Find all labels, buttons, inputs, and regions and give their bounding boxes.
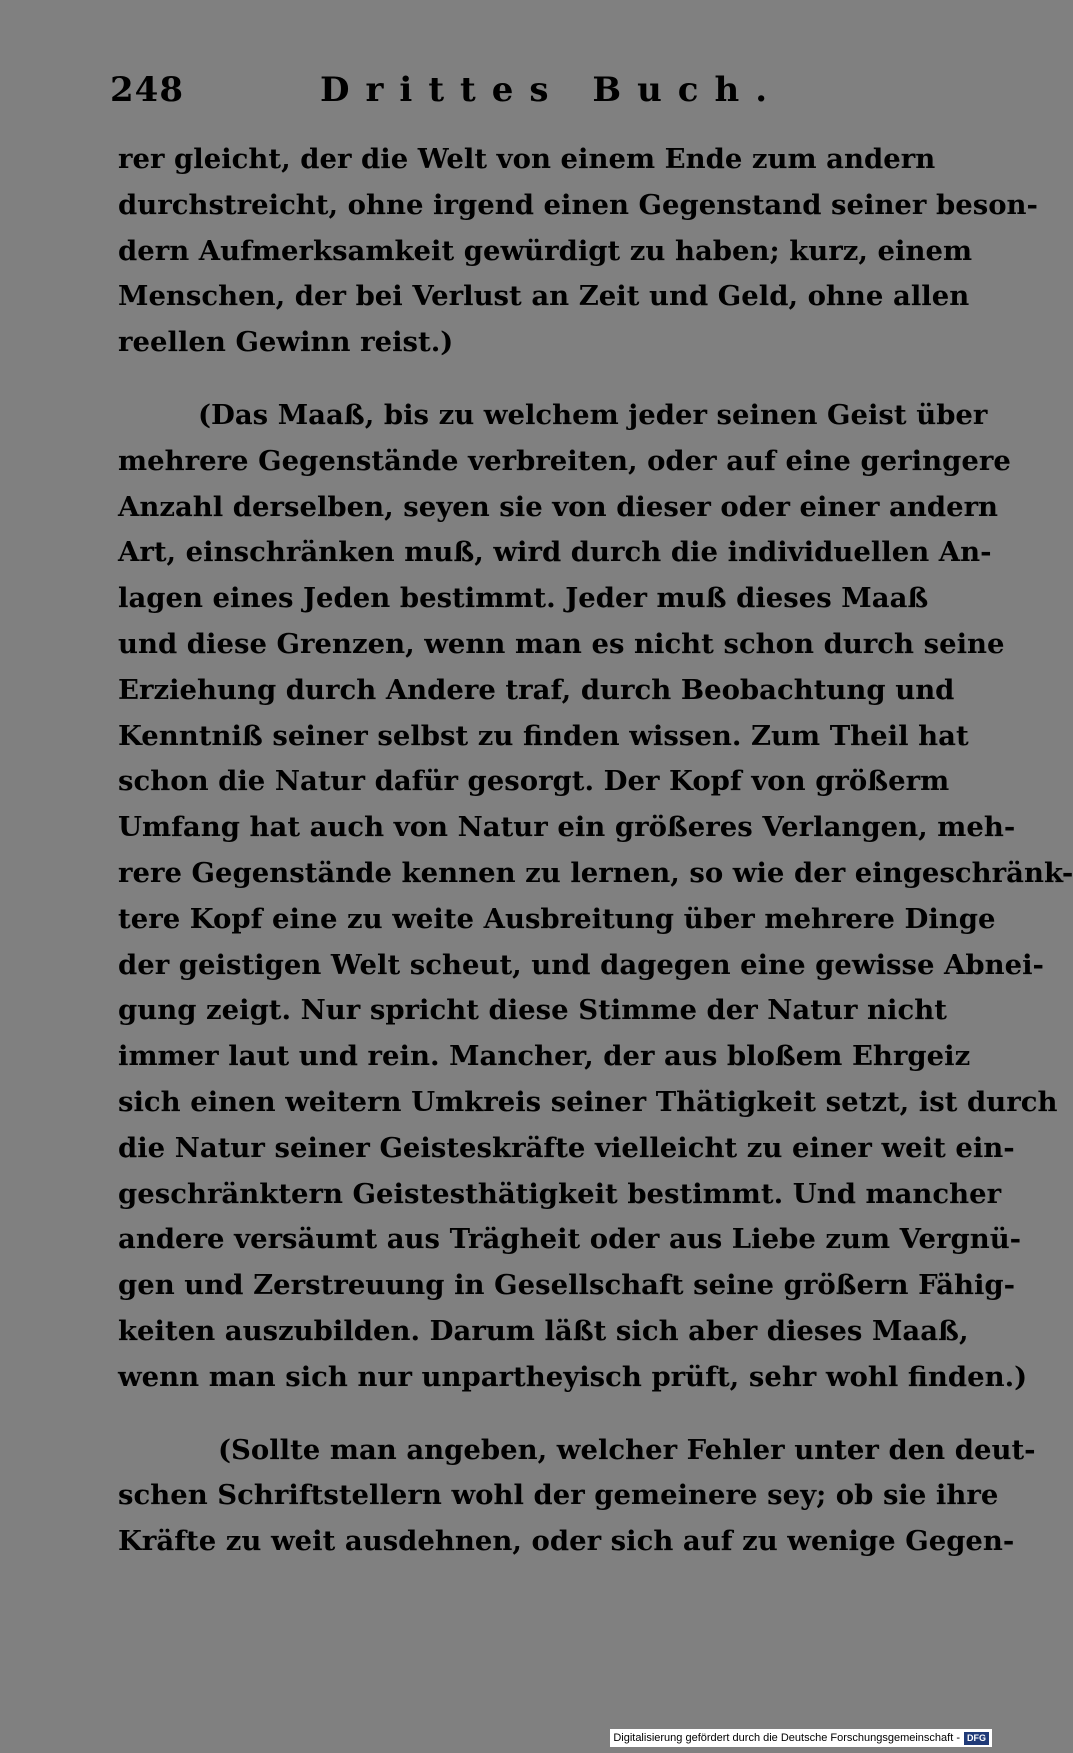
text-line: reellen Gewinn reist.): [118, 326, 454, 359]
text-line: und diese Grenzen, wenn man es nicht schon durch seine: [118, 627, 1005, 660]
credit-text: Digitalisierung gefördert durch die Deutsche Forschungsgemeinschaft -: [613, 1732, 960, 1744]
text-line: durchstreicht, ohne irgend einen Gegenstand seiner beson-: [118, 188, 1038, 221]
paragraph-2: [118, 393, 1073, 1401]
page-header: [110, 70, 890, 120]
text-line: keiten auszubilden. Darum läßt sich aber dieses Maaß,: [118, 1314, 969, 1347]
text-line: (Das Maaß, bis zu welchem jeder seinen Geist über: [198, 398, 988, 431]
text-line: die Natur seiner Geisteskräfte vielleicht zu einer weit ein-: [118, 1131, 1015, 1164]
text-line: gen und Zerstreuung in Gesellschaft seine größern Fähig-: [118, 1269, 1016, 1302]
text-line: dern Aufmerksamkeit gewürdigt zu haben; kurz, einem: [118, 234, 973, 267]
text-line: Erziehung durch Andere traf, durch Beobachtung und: [118, 673, 955, 706]
text-line: Anzahl derselben, seyen sie von dieser oder einer andern: [118, 490, 999, 523]
text-line: Art, einschränken muß, wird durch die individuellen An-: [118, 536, 992, 569]
digitization-credit: [610, 1729, 992, 1747]
text-line: Kräfte zu weit ausdehnen, oder sich auf zu wenige Gegen-: [118, 1525, 1015, 1558]
page-number: 248: [110, 70, 184, 110]
text-line: sich einen weitern Umkreis seiner Thätigkeit setzt, ist durch: [118, 1085, 1058, 1118]
text-line: tere Kopf eine zu weite Ausbreitung über mehrere Dinge: [118, 902, 996, 935]
text-line: (Sollte man angeben, welcher Fehler unter den deut-: [218, 1433, 1036, 1466]
text-line: wenn man sich nur unpartheyisch prüft, sehr wohl finden.): [118, 1360, 1028, 1393]
text-line: geschränktern Geistesthätigkeit bestimmt. Und mancher: [118, 1177, 1002, 1210]
dfg-logo: DFG: [964, 1732, 989, 1745]
body-text: [118, 137, 1073, 1565]
text-line: schon die Natur dafür gesorgt. Der Kopf von größerm: [118, 765, 950, 798]
text-line: rer gleicht, der die Welt von einem Ende zum andern: [118, 143, 936, 175]
text-line: schen Schriftstellern wohl der gemeinere sey; ob sie ihre: [118, 1479, 999, 1512]
text-line: der geistigen Welt scheut, und dagegen eine gewisse Abnei-: [118, 948, 1044, 981]
text-line: Umfang hat auch von Natur ein größeres Verlangen, meh-: [118, 811, 1016, 844]
text-line: andere versäumt aus Trägheit oder aus Liebe zum Vergnü-: [118, 1223, 1022, 1256]
text-line: Menschen, der bei Verlust an Zeit und Geld, ohne allen: [118, 280, 970, 313]
text-line: immer laut und rein. Mancher, der aus bloßem Ehrgeiz: [118, 1040, 971, 1073]
text-line: rere Gegenstände kennen zu lernen, so wie der eingeschränk-: [118, 856, 1073, 889]
running-head: Drittes Buch.: [320, 70, 784, 110]
text-line: gung zeigt. Nur spricht diese Stimme der Natur nicht: [118, 994, 947, 1027]
paragraph-1: [118, 137, 1038, 366]
text-line: lagen eines Jeden bestimmt. Jeder muß dieses Maaß: [118, 582, 929, 615]
text-line: mehrere Gegenstände verbreiten, oder auf eine geringere: [118, 444, 1011, 477]
paragraph-3: [118, 1428, 1036, 1565]
text-line: Kenntniß seiner selbst zu finden wissen. Zum Theil hat: [118, 719, 969, 752]
